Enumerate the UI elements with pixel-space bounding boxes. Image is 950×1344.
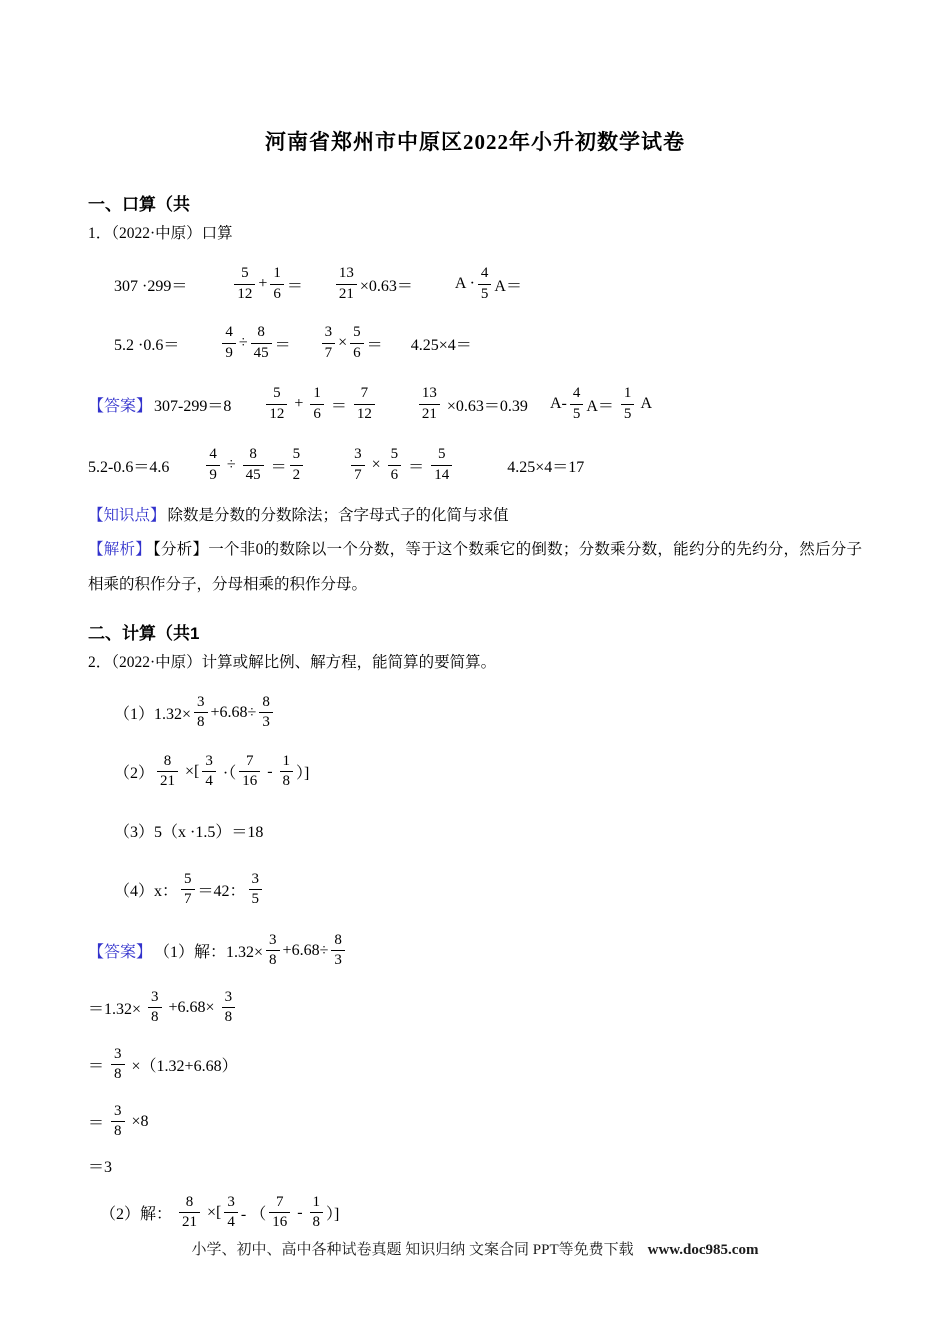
math-text: ÷ [222,456,240,474]
math-text: 4.25×4＝17 [507,458,585,476]
math-text: 5.2-0.6＝4.6 [88,458,170,476]
fraction: $\frac{5}{12}$ [266,385,287,423]
fraction: $\frac{3}{7}$ [351,446,365,484]
page-title: 河南省郑州市中原区2022年小升初数学试卷 [265,130,685,154]
fraction: $\frac{3}{8}$ [266,932,280,970]
math-text: ＝ [286,277,303,295]
math-text: - [263,762,277,780]
page-footer [0,1238,950,1259]
math-text: +6.68÷ [282,941,329,959]
section-1-heading: 一、口算（共 [88,195,190,214]
knowledge-point-line [88,503,862,525]
math-text: ÷ [238,334,248,352]
math-text: ×[ [203,1203,222,1221]
q1-expressions-row-1 [88,263,862,305]
q2-answer-head-expression [154,932,348,970]
fraction: $\frac{8}{21}$ [157,753,178,791]
math-text: ×0.63＝ [359,277,413,295]
math-text: + [258,275,268,293]
fraction: $\frac{13}{21}$ [336,265,357,303]
math-text: × [367,456,385,474]
q2-answer-step-2 [88,1044,862,1086]
fraction: $\frac{3}{4}$ [224,1194,238,1232]
fraction: $\frac{1}{6}$ [270,265,284,303]
fraction: $\frac{3}{8}$ [111,1046,125,1084]
fraction: $\frac{8}{3}$ [259,694,273,732]
analysis-label: 【解析】 [88,541,152,559]
knowledge-text: 除数是分数的分数除法；含字母式子的化简与求值 [167,507,509,525]
math-text: A＝ [494,277,522,295]
analysis-paragraph [88,533,862,603]
answer-label-2: 【答案】 [88,944,153,962]
math-text: ＝ [404,458,429,476]
fraction: $\frac{3}{4}$ [202,753,216,791]
fraction: $\frac{5}{6}$ [350,324,364,362]
problem-2-header: 2．（2022·中原）计算或解比例、解方程，能简算的要简算。 [88,653,497,671]
math-text: A- [549,395,567,413]
fraction: $\frac{4}{5}$ [570,385,584,423]
math-text: ＝42： [197,883,246,901]
q2-item-4 [88,869,862,911]
fraction: $\frac{5}{2}$ [290,446,304,484]
math-text: A＝ [586,397,618,415]
footer-text: 小学、初中、高中各种试卷真题 知识归纳 文案合同 PPT等免费下载 [191,1242,634,1258]
math-text: ·（ [218,765,237,783]
fraction: $\frac{3}{8}$ [148,989,162,1027]
fraction: $\frac{3}{7}$ [322,324,336,362]
fraction: $\frac{4}{9}$ [206,446,220,484]
math-text: 4.25×4＝ [410,336,472,354]
math-text: 307 ·299＝ [114,277,188,295]
math-text: （3）5（x ·1.5）＝18 [114,824,264,842]
fraction: $\frac{3}{8}$ [194,694,208,732]
math-text: +6.68÷ [210,703,257,721]
fraction: $\frac{4}{9}$ [222,324,236,362]
footer-site-url: www.doc985.com [647,1242,759,1258]
fraction: $\frac{7}{16}$ [269,1194,290,1232]
analysis-text: 【分析】一个非0的数除以一个分数，等于这个数乘它的倒数；分数乘分数，能约分的先约分，然后分子相乘的积作分子，分母相乘的积作分母。 [88,541,862,593]
math-text: 307-299＝8 [154,397,232,415]
fraction: $\frac{1}{6}$ [310,385,324,423]
fraction: $\frac{3}{8}$ [222,989,236,1027]
fraction: $\frac{8}{21}$ [179,1194,200,1232]
math-text: ＝ [274,336,291,354]
math-text: × [338,334,348,352]
math-text: （1）解：1.32× [154,944,264,962]
math-text: ＝ [366,336,383,354]
math-text: ＝ [88,1058,109,1076]
q2-answer-part-2-head [88,1192,862,1234]
section-2-heading: 二、计算（共1 [88,623,200,643]
fraction: $\frac{13}{21}$ [419,385,440,423]
fraction: $\frac{7}{12}$ [354,385,375,423]
fraction: $\frac{5}{6}$ [388,446,402,484]
fraction: $\frac{1}{8}$ [280,753,294,791]
math-text: ＝ [266,458,287,476]
knowledge-label: 【知识点】 [88,507,166,525]
math-text: 5.2 ·0.6＝ [114,336,180,354]
q2-answer-step-4 [88,1154,862,1177]
q1-answer-row-1 [88,383,862,425]
fraction: $\frac{8}{45}$ [243,446,264,484]
problem-1-header: 1．（2022·中原）口算 [88,225,233,242]
fraction: $\frac{5}{7}$ [181,871,195,909]
q2-answer-step-3 [88,1101,862,1143]
q2-item-3 [88,810,862,852]
fraction: $\frac{3}{5}$ [249,871,263,909]
answer-label: 【答案】 [88,397,153,415]
math-text: ×0.63＝0.39 [442,397,528,415]
math-text: （2）解： [100,1206,177,1224]
q2-answer-head [88,930,862,972]
math-text: ×8 [127,1112,149,1130]
math-text: （1）1.32× [114,706,192,724]
math-text: ＝ [326,397,351,415]
math-text: （2） [114,765,155,783]
math-text: ＝ [88,1115,109,1133]
fraction: $\frac{5}{12}$ [234,265,255,303]
fraction: $\frac{8}{3}$ [331,932,345,970]
math-text: +6.68× [164,998,219,1016]
q2-item-2 [88,751,862,793]
fraction: $\frac{1}{5}$ [621,385,635,423]
fraction: $\frac{7}{16}$ [239,753,260,791]
math-text: - （ [240,1206,267,1224]
math-text: ＝1.32× [88,1001,146,1019]
q2-answer-step-1 [88,987,862,1029]
math-text: ＝3 [88,1158,113,1176]
q2-item-1 [88,692,862,734]
math-text: ）] [296,765,310,783]
fraction: $\frac{3}{8}$ [111,1103,125,1141]
q1-answer-row-2 [88,444,862,486]
q1-answer-expressions-1 [154,385,652,423]
fraction: $\frac{8}{45}$ [251,324,272,362]
math-text: A [637,395,653,413]
math-text: ×[ [181,762,200,780]
fraction: $\frac{1}{8}$ [310,1194,324,1232]
fraction: $\frac{4}{5}$ [478,265,492,303]
math-text: ）] [326,1206,340,1224]
math-text: + [290,395,308,413]
math-text: （4）x： [114,883,179,901]
fraction: $\frac{5}{14}$ [431,446,452,484]
math-text: - [293,1203,307,1221]
math-text: ×（1.32+6.68） [127,1058,238,1076]
q1-expressions-row-2 [88,322,862,364]
math-text: A · [454,275,475,293]
